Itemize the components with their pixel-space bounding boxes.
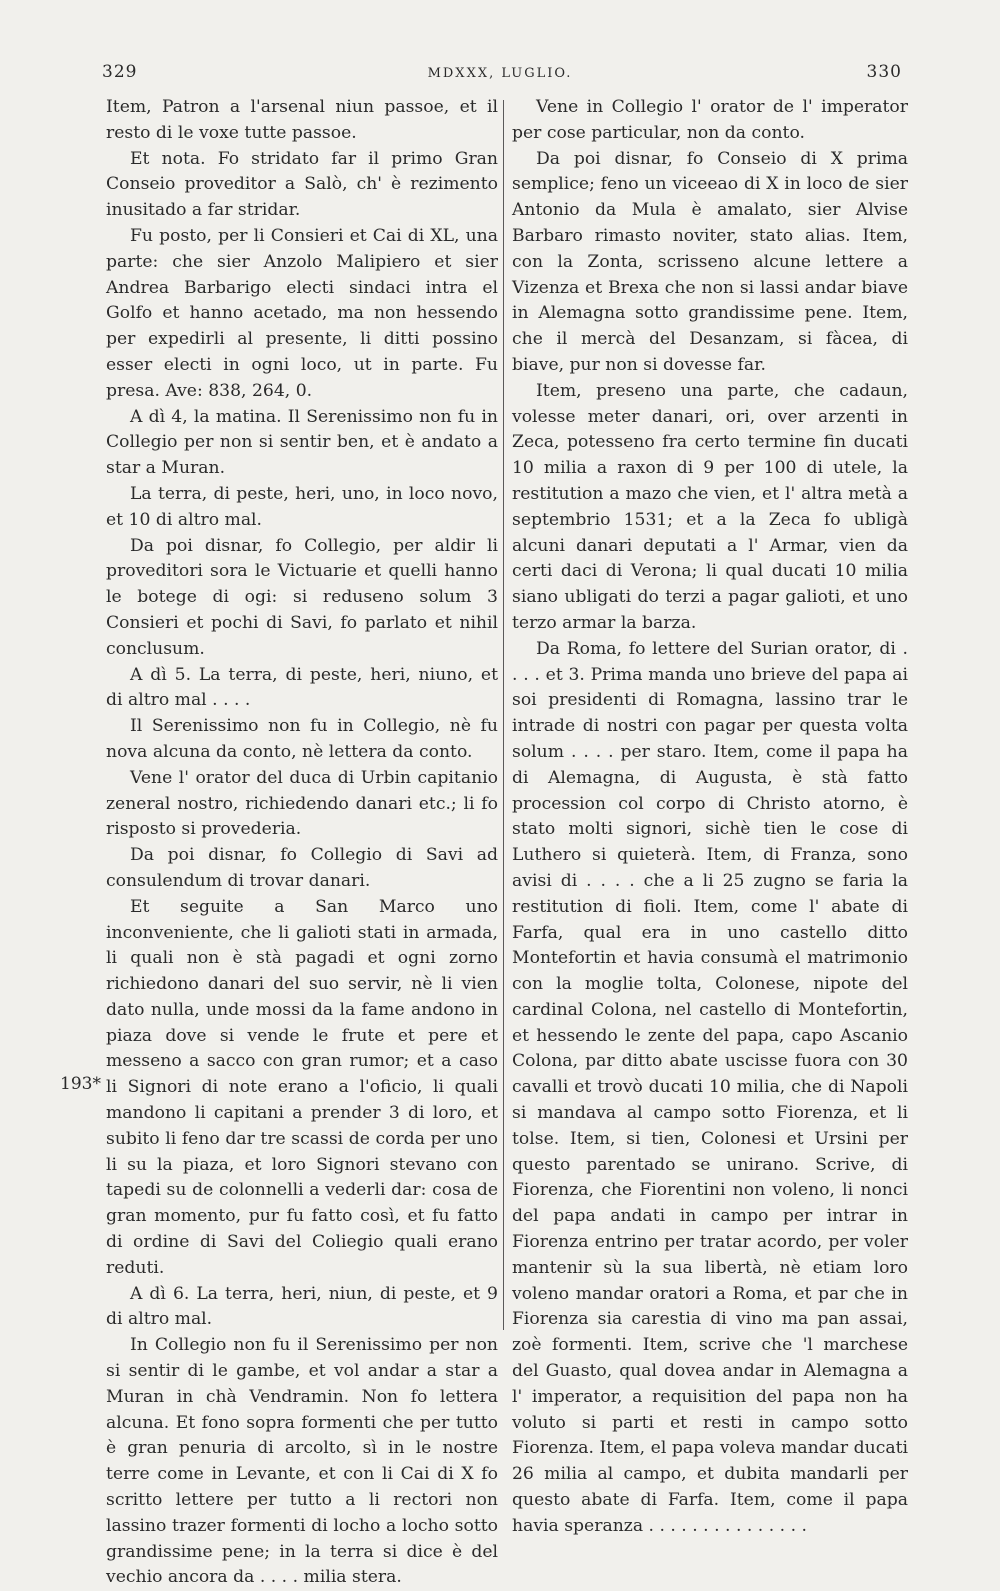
paragraph: Item, preseno una parte, che cadaun, volesse meter danari, ori, over arzenti in Zeca, potesseno fra certo termine fin ducati 10 milia a raxon di 9 per 100 di utele, la restitution a mazo che vien, et l' altra metà a septembrio 1531; et a la Zeca fo ubligà alcuni danari deputati a l' Armar, vien da certi daci di Verona; li qual ducati 10 milia siano ubligati do terzi a pagar galioti, et uno terzo armar la barza. <box>512 380 908 633</box>
margin-folio-note: 193* <box>60 1074 101 1094</box>
paragraph: Vene in Collegio l' orator de l' imperator per cose particular, non da conto. <box>512 97 908 143</box>
paragraph: Da poi disnar, fo Collegio di Savi ad consulendum di trovar danari. <box>106 845 498 891</box>
paragraph: Vene l' orator del duca di Urbin capitanio zeneral nostro, richiedendo danari etc.; li fo risposto si provederia. <box>106 767 498 840</box>
right-column <box>512 95 908 1540</box>
paragraph: A dì 5. La terra, di peste, heri, niuno, et di altro mal . . . . <box>106 664 498 711</box>
running-title: MDXXX, LUGLIO. <box>427 66 573 81</box>
paragraph: Fu posto, per li Consieri et Cai di XL, una parte: che sier Anzolo Malipiero et sier Andrea Barbarigo electi sindaci intra el Golfo et hanno acetado, ma non hessendo per expedirli al presente, li ditti possino esser electi in ogni loco, ut in parte. Fu presa. Ave: 838, 264, 0. <box>106 225 498 401</box>
paragraph: A dì 4, la matina. Il Serenissimo non fu in Collegio per non si sentir ben, et è andato a star a Muran. <box>106 406 498 479</box>
left-column <box>106 95 498 1591</box>
paragraph: A dì 6. La terra, heri, niun, di peste, et 9 di altro mal. <box>106 1283 498 1330</box>
paragraph: Da Roma, fo lettere del Surian orator, di . . . . et 3. Prima manda uno brieve del papa ai soi presidenti di Romagna, lassino trar le intrade di nostri con pagar per questa volta solum . . . . per staro. Item, come il papa ha di Alemagna, di Augusta, è stà fatto procession col corpo di Christo atorno, è stato molti signori, sichè tien le cose di Luthero si quieterà. Item, di Franza, sono avisi di . . . . che a li 25 zugno se faria la restitution di fioli. Item, come l' abate di Farfa, qual era in uno castello ditto Montefortin et havia consumà el matrimonio con la moglie tolta, Colonese, nipote del cardinal Colona, nel castello di Montefortin, et hessendo le zente del papa, capo Ascanio Colona, par ditto abate uscisse fuora con 30 cavalli et trovò ducati 10 milia, che di Napoli si mandava al campo sotto Fiorenza, et li tolse. Item, si tien, Colonesi et Ursini per questo parentado se unirano. Scrive, di Fiorenza, che Fiorentini non voleno, li nonci del papa andati in campo per intrar in Fiorenza entrino per tratar acordo, per voler mantenir sù la sua libertà, nè etiam loro voleno mandar oratori a Roma, et par che in Fiorenza sia carestia di vino ma pan assai, zoè formenti. Item, scrive che 'l marchese del Guasto, qual dovea andar in Alemagna a l' imperator, a requisition del papa non ha voluto si parti et resti in campo sotto Fiorenza. Item, el papa voleva mandar ducati 26 milia al campo, et dubita mandarli per questo abate di Farfa. Item, come il papa havia speranza . . . . . . . . . . . . . . . <box>512 638 908 1536</box>
column-divider <box>503 100 504 1330</box>
paragraph: Il Serenissimo non fu in Collegio, nè fu nova alcuna da conto, nè lettera da conto. <box>106 716 498 762</box>
page-number-left: 329 <box>102 62 138 82</box>
paragraph: Et nota. Fo stridato far il primo Gran Conseio proveditor a Salò, ch' è rezimento inusitado a far stridar. <box>106 148 498 221</box>
paragraph: Et seguite a San Marco uno inconveniente, che li galioti stati in armada, li quali non è stà pagadi et ogni zorno richiedono danari del suo servir, nè li vien dato nulla, unde mossi da la fame andono in piaza dove si vende le frute et pere et messeno a sacco con gran rumor; et a caso li Signori di note erano a l'oficio, li quali mandono li capitani a prender 3 di loro, et subito li feno dar tre scassi de corda per uno li su la piaza, et loro Signori stevano con tapedi su de colonnelli a vederli dar: cosa de gran momento, pur fu fatto così, et fu fatto di ordine di Savi del Coliegio quali erano reduti. <box>106 896 498 1278</box>
page-number-right: 330 <box>866 62 902 82</box>
paragraph: Da poi disnar, fo Conseio di X prima semplice; feno un viceeao di X in loco de sier Antonio da Mula è amalato, sier Alvise Barbaro rimasto noviter, stato alias. Item, con la Zonta, scrisseno alcune lettere a Vizenza et Brexa che non si lassi andar biave in Alemagna sotto grandissime pene. Item, che il mercà del Desanzam, si fàcea, di biave, pur non si dovesse far. <box>512 148 908 375</box>
paragraph: La terra, di peste, heri, uno, in loco novo, et 10 di altro mal. <box>106 483 498 530</box>
paragraph: In Collegio non fu il Serenissimo per non si sentir di le gambe, et vol andar a star a Muran in chà Vendramin. Non fo lettera alcuna. Et fono sopra formenti che per tutto è gran penuria di arcolto, sì in le nostre terre come in Levante, et con li Cai di X fo scritto lettere per tutto a li rectori non lassino trazer formenti di locho a locho sotto grandissime pene; in la terra si dice è del vechio ancora da . . . . milia stera. <box>106 1335 498 1588</box>
paragraph: Item, Patron a l'arsenal niun passoe, et il resto di le voxe tutte passoe. <box>106 97 498 143</box>
paragraph: Da poi disnar, fo Collegio, per aldir li proveditori sora le Victuarie et quelli hanno le botege di ogi: si reduseno solum 3 Consieri et pochi di Savi, fo parlato et nihil conclusum. <box>106 535 498 659</box>
